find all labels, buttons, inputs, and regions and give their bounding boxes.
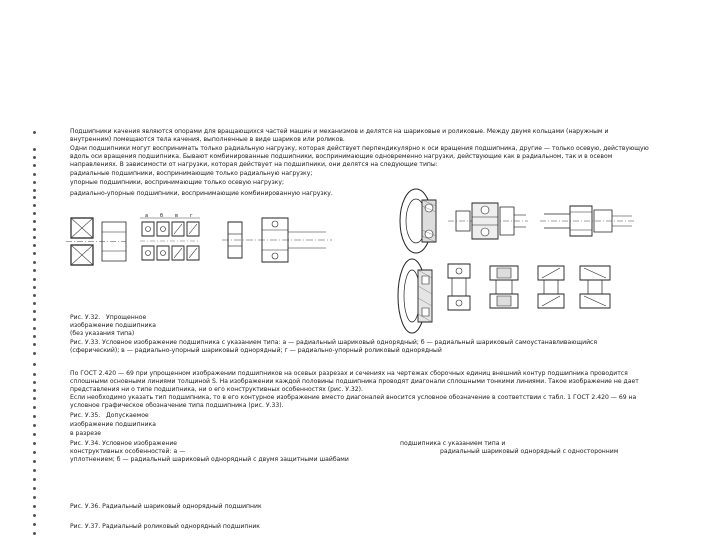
caption-fig35-line2: изображение подшипника (70, 421, 156, 428)
bullet (33, 131, 36, 134)
paragraph-load-types-cont2: направлениях. В зависимости от нагрузки, которая действует на подшипники, они делятся на следующие типы: (70, 161, 438, 168)
figure-variant-g (484, 262, 524, 312)
bullet (33, 156, 36, 159)
bullet (33, 373, 36, 376)
caption-fig32-line2: изображение подшипника (70, 322, 156, 329)
bullet (33, 406, 36, 409)
bullet (33, 261, 36, 264)
figure-variant-d (534, 262, 570, 312)
bullet (33, 469, 36, 472)
paragraph-intro-cont: внутренним) помещаются тела качения, выполненные в виде шариков или роликов. (70, 136, 345, 143)
caption-fig35-line3: в разрезе (70, 430, 101, 437)
bullet (33, 228, 36, 231)
paragraph-gost: По ГОСТ 2.420 — 69 при упрощенном изображении подшипников на осевых разрезах и сечениях на чертежах сборочных единиц внешний контур подшипника проводится (70, 370, 628, 377)
paragraph-type-symbol-cont: условное графическое обозначение типа подшипника (рис. У.33). (70, 402, 284, 409)
bullet (33, 389, 36, 392)
bullet (33, 278, 36, 281)
bullet (33, 236, 36, 239)
list-item-thrust: упорные подшипники, воспринимающие только осевую нагрузку; (70, 179, 285, 186)
bullet (33, 302, 36, 305)
bullet (33, 204, 36, 207)
bullet (33, 244, 36, 247)
bullet (33, 460, 36, 463)
paragraph-intro: Подшипники качения являются опорами для вращающихся частей машин и механизмов и делятся на шариковые и роликовые. Между двумя кольцами (наружным и (70, 128, 609, 135)
bullet (33, 487, 36, 490)
bullet (33, 148, 36, 151)
bullet (33, 164, 36, 167)
label-a: а (145, 213, 149, 219)
bullet (33, 397, 36, 400)
bullet (33, 327, 36, 330)
bullet (33, 514, 36, 517)
bullet (33, 381, 36, 384)
bullet (33, 442, 36, 445)
bullet (33, 173, 36, 176)
bullet (33, 363, 36, 366)
paragraph-type-symbol: Если необходимо указать тип подшипника, то в его контурное изображение вместо диагоналей вносится условное обозначение в соответствии с табл. 1 ГОСТ 2.420 — 69 на (70, 394, 637, 401)
bullet (33, 212, 36, 215)
caption-fig34-line2: подшипника с указанием типа и (400, 440, 506, 447)
bullet (33, 343, 36, 346)
bullet (33, 352, 36, 355)
caption-fig35-line1: Рис. У.35. Допускаемое (70, 412, 149, 419)
bullet (33, 318, 36, 321)
bullet (33, 433, 36, 436)
caption-fig34-line5: уплотнением; б — радиальный шариковый однорядный с двумя защитными шайбами (70, 456, 349, 463)
caption-fig36: Рис. У.36. Радиальный шариковый однорядный подшипник (70, 503, 262, 510)
caption-fig33-line2: (сферический); в — радиально-упорный шариковый однорядный; г — радиально-упорный роликовый однорядный (70, 347, 442, 354)
bullet (33, 451, 36, 454)
figure-bearing-two-shields (540, 200, 635, 242)
bullet (33, 189, 36, 192)
figure-bearing-one-side-seal (448, 197, 528, 245)
bullet (33, 532, 36, 535)
bullet (33, 181, 36, 184)
paragraph-load-types-cont: вдоль оси вращения подшипника. Бывают комбинированные подшипники, воспринимающие одновременно нагрузки, действующие как в радиальном, так и в осевом (70, 153, 613, 160)
bullet (33, 252, 36, 255)
figure-radial-roller-bearing-section (396, 256, 436, 336)
bullet (33, 310, 36, 313)
bullet (33, 286, 36, 289)
figure-variant-v (444, 258, 480, 312)
bullet (33, 478, 36, 481)
label-v: в (175, 213, 178, 219)
bullet (33, 220, 36, 223)
caption-fig34-line4: радиальный шариковый однорядный с односторонним (440, 448, 619, 455)
bullet (33, 496, 36, 499)
caption-fig34-line3: конструктивных особенностей: а — (70, 448, 186, 455)
list-item-angular: радиально-упорные подшипники, воспринимающие комбинированную нагрузку. (70, 190, 333, 197)
paragraph-load-types: Одни подшипники могут воспринимать только радиальную нагрузку, которая действует перпендикулярно к оси вращения подшипника, другие — только осевую, действующую (70, 145, 649, 152)
list-item-radial: радиальные подшипники, воспринимающие только радиальную нагрузку; (70, 170, 313, 177)
bullet (33, 294, 36, 297)
caption-fig33-line1: Рис. У.33. Условное изображение подшипника с указанием типа: а — радиальный шариковый однорядный; б — радиальный шариковый самоустанавливающийся (70, 339, 598, 346)
bullet (33, 415, 36, 418)
bullet (33, 424, 36, 427)
figure-variant-e (576, 262, 616, 312)
caption-fig37: Рис. У.37. Радиальный роликовый однорядный подшипник (70, 523, 260, 530)
figure-bearing-types (140, 212, 200, 270)
paragraph-gost-cont2: представления ни о типе подшипника, ни о его конструктивных особенностях (рис. У.32). (70, 386, 363, 393)
bullet (33, 335, 36, 338)
figure-simplified-bearing (66, 214, 136, 269)
bullet (33, 505, 36, 508)
bullet (33, 523, 36, 526)
bullet (33, 269, 36, 272)
caption-fig32-line3: (без указания типа) (70, 330, 135, 337)
paragraph-gost-cont: сплошными основными линиями толщиной S. На изображении каждой половины подшипника проводят диагонали сплошными тонкими линиями. Такое изображение не дает (70, 378, 639, 385)
caption-fig34-line1: Рис. У.34. Условное изображение (70, 440, 178, 447)
figure-permissible-bearing-section (222, 210, 332, 270)
bullet (33, 196, 36, 199)
caption-fig32-line1: Рис. У.32. Упрощенное (70, 314, 147, 321)
label-b: б (160, 213, 164, 219)
figure-radial-ball-bearing-section (396, 186, 442, 256)
label-g: г (190, 213, 193, 219)
